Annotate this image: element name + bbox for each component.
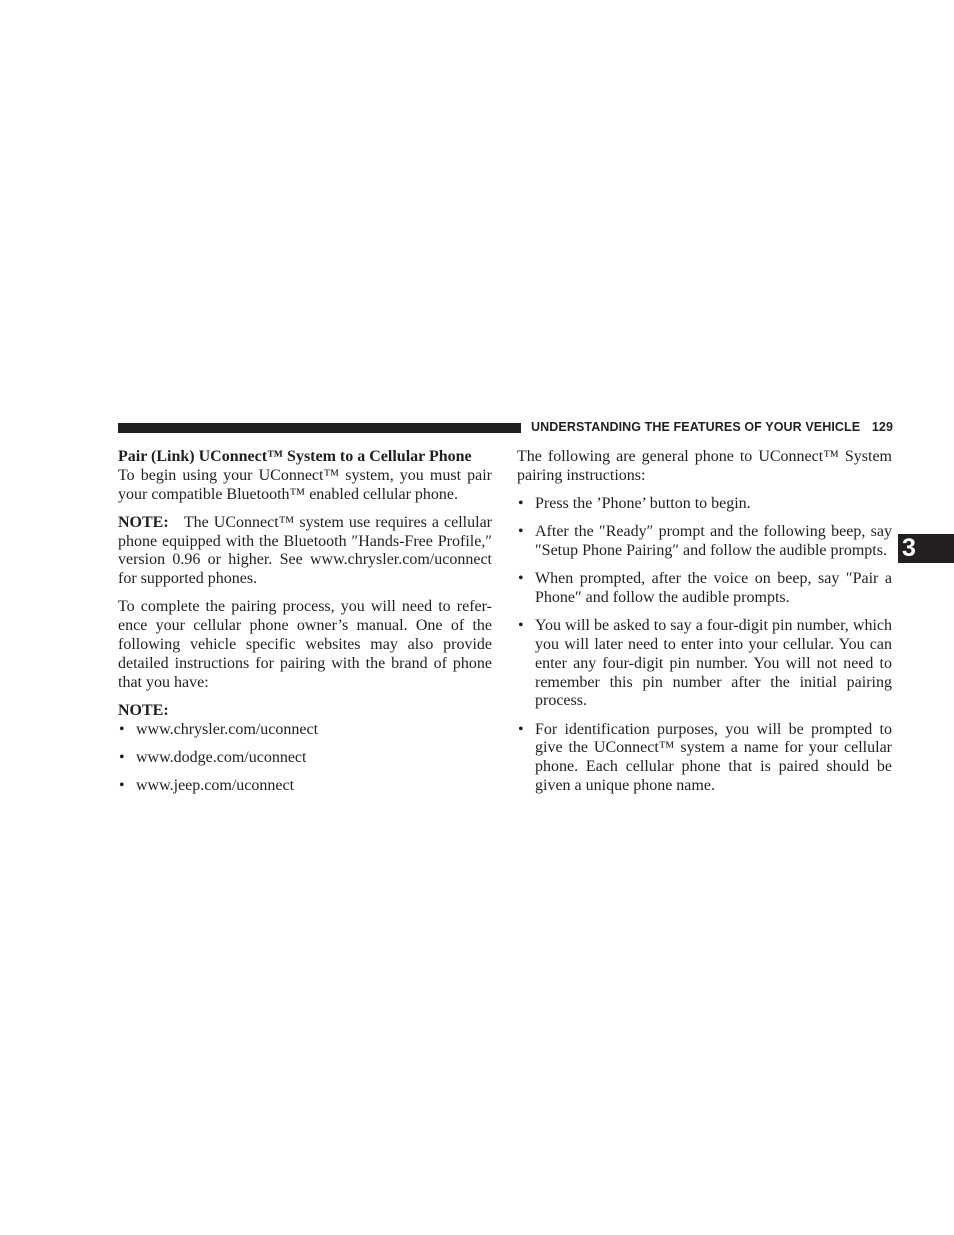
website-text: www.dodge.com/uconnect	[136, 748, 307, 766]
list-item	[517, 495, 892, 514]
instruction-text: Press the ’Phone’ button to begin.	[535, 494, 751, 512]
running-header	[531, 420, 893, 434]
websites-note-label: NOTE:	[118, 701, 169, 719]
bullet: •	[518, 570, 524, 588]
instruction-text: When prompted, after the voice on beep, say ″Pair a Phone″ and follow the audible prompts.	[535, 570, 892, 606]
bullet: •	[518, 720, 524, 738]
bullet: •	[119, 776, 125, 794]
section-heading: Pair (Link) UConnect™ System to a Cellular Phone	[118, 448, 472, 465]
page-number: 129	[871, 420, 893, 434]
instruction-text: You will be asked to say a four-digit pin number, which you will later need to enter into your cellular. You can enter any four-digit pin number. You will not need to remember this pin number after the initial pairing process.	[535, 617, 892, 710]
note-paragraph	[118, 514, 492, 589]
website-text: www.jeep.com/uconnect	[136, 776, 295, 794]
note-label: NOTE:	[118, 513, 169, 531]
list-item	[517, 570, 892, 608]
bullet: •	[518, 617, 524, 635]
instruction-text: For identification purposes, you will be prompted to give the UConnect™ system a name for your cellular phone. Each cellular phone that is paired should be given a unique phone name.	[535, 720, 892, 794]
intro-paragraph: To begin using your UConnect™ system, you must pair your compatible Bluetooth™ enabled cellular phone.	[118, 466, 492, 503]
list-item	[517, 721, 892, 796]
instruction-text: After the ″Ready″ prompt and the following beep, say ″Setup Phone Pairing″ and follow the audible prompts.	[535, 523, 892, 559]
list-item	[118, 721, 492, 740]
list-item	[118, 749, 492, 768]
header-section-title: UNDERSTANDING THE FEATURES OF YOUR VEHICLE	[531, 420, 861, 434]
website-text: www.chrysler.com/uconnect	[136, 720, 319, 738]
bullet: •	[518, 494, 524, 512]
note-text: The UConnect™ system use requires a cellular phone equipped with the Bluetooth ″Hands-Free Profile,″ version 0.96 or higher. See www.chrysler.com/uconnect for supported phones.	[118, 513, 492, 588]
left-column	[118, 448, 492, 796]
bullet: •	[518, 523, 524, 541]
header-rule	[118, 423, 521, 433]
right-column	[517, 448, 892, 796]
instruction-list	[517, 495, 892, 796]
instructions-intro: The following are general phone to UConnect™ System pairing instructions:	[517, 448, 892, 484]
list-item	[118, 777, 492, 796]
list-item	[517, 523, 892, 561]
website-list	[118, 721, 492, 796]
bullet: •	[119, 748, 125, 766]
chapter-tab: 3	[898, 534, 954, 563]
bullet: •	[119, 720, 125, 738]
list-item	[517, 617, 892, 711]
pairing-paragraph: To complete the pairing process, you will need to refer-ence your cellular phone owner’s manual. One of the following vehicle specific websites may also provide detailed instructions for pairing with the brand of phone that you have:	[118, 598, 492, 691]
